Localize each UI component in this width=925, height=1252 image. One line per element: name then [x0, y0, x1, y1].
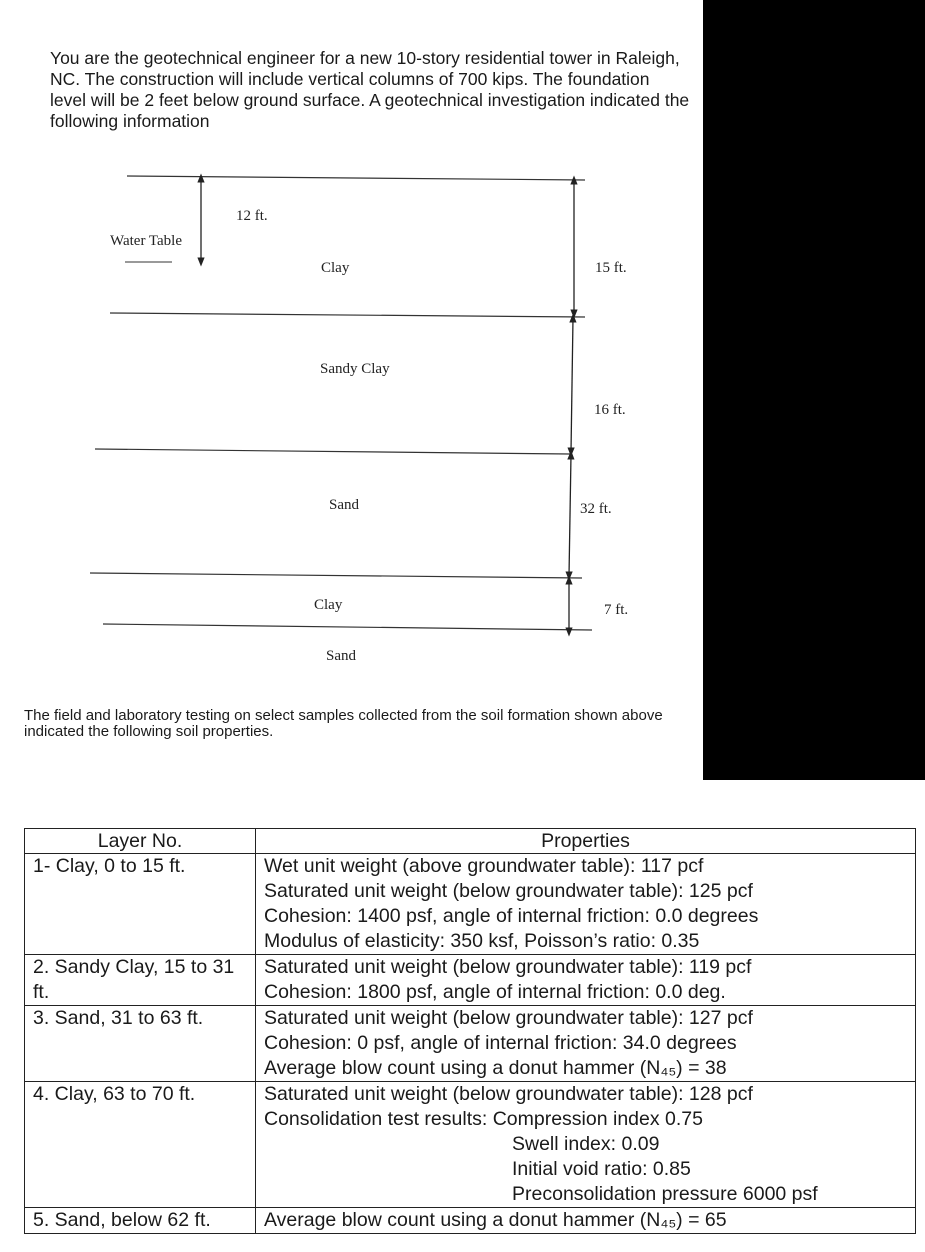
table-row [25, 1006, 916, 1082]
layer-4-thickness: 7 ft. [604, 602, 629, 618]
property-line: Saturated unit weight (below groundwater table): 119 pcf [264, 956, 752, 978]
table-row [25, 955, 916, 1006]
table-row [25, 1082, 916, 1208]
layer-5-name: Sand [326, 648, 356, 664]
boundary-line-1 [110, 313, 585, 317]
layer-3-name: Sand [329, 497, 359, 513]
properties-cell [256, 955, 916, 1006]
layer-4-name: Clay [314, 597, 343, 613]
layer-cell: 5. Sand, below 62 ft. [25, 1208, 256, 1234]
layer-cell: 1- Clay, 0 to 15 ft. [25, 854, 256, 955]
property-line: Consolidation test results: Compression index 0.75 [264, 1108, 703, 1130]
property-line: Wet unit weight (above groundwater table): 117 pcf [264, 855, 704, 877]
boundary-line-3 [90, 573, 582, 578]
header-layer-no: Layer No. [25, 829, 256, 854]
water-depth-label: 12 ft. [236, 208, 268, 224]
properties-cell [256, 1006, 916, 1082]
property-line: Cohesion: 0 psf, angle of internal friction: 34.0 degrees [264, 1032, 737, 1054]
properties-cell [256, 1208, 916, 1234]
properties-cell [256, 854, 916, 955]
table-row [25, 854, 916, 955]
soil-properties-table [24, 828, 916, 1234]
thickness-arrow-3 [569, 455, 571, 576]
layer-1-name: Clay [321, 260, 350, 276]
ground-surface-line [127, 176, 585, 180]
property-line: Saturated unit weight (below groundwater table): 125 pcf [264, 880, 753, 902]
property-line: Preconsolidation pressure 6000 psf [512, 1183, 818, 1205]
property-line: Average blow count using a donut hammer (N₄₅) = 38 [264, 1057, 727, 1079]
table-header-row [25, 829, 916, 854]
property-line: Average blow count using a donut hammer (N₄₅) = 65 [264, 1209, 727, 1231]
layer-1-thickness: 15 ft. [595, 260, 627, 276]
testing-note [24, 708, 704, 740]
intro-text: You are the geotechnical engineer for a new 10-story residential tower in Raleigh, NC. The construction will include vertical columns of 700 kips. The foundation level will be 2 feet below ground surface. A geotechnical investigation indicated the following information [50, 48, 690, 131]
properties-cell [256, 1082, 916, 1208]
property-line: Swell index: 0.09 [512, 1133, 660, 1155]
thickness-arrow-2 [571, 318, 573, 452]
layer-3-thickness: 32 ft. [580, 501, 612, 517]
property-line: Modulus of elasticity: 350 ksf, Poisson’s ratio: 0.35 [264, 930, 700, 952]
property-line: Cohesion: 1400 psf, angle of internal friction: 0.0 degrees [264, 905, 759, 927]
table-row [25, 1208, 916, 1234]
redaction-block [703, 0, 925, 780]
property-line: Saturated unit weight (below groundwater table): 127 pcf [264, 1007, 753, 1029]
header-properties: Properties [256, 829, 916, 854]
boundary-line-2 [95, 449, 570, 454]
property-line: Initial void ratio: 0.85 [512, 1158, 691, 1180]
layer-2-thickness: 16 ft. [594, 402, 626, 418]
property-line: Cohesion: 1800 psf, angle of internal friction: 0.0 deg. [264, 981, 726, 1003]
layer-2-name: Sandy Clay [320, 361, 390, 377]
layer-cell: 2. Sandy Clay, 15 to 31 ft. [25, 955, 256, 1006]
note-text: The field and laboratory testing on select samples collected from the soil formation shown above indicated the following soil properties. [24, 707, 663, 740]
layer-cell: 3. Sand, 31 to 63 ft. [25, 1006, 256, 1082]
problem-statement [50, 48, 690, 132]
property-line: Saturated unit weight (below groundwater table): 128 pcf [264, 1083, 753, 1105]
layer-cell: 4. Clay, 63 to 70 ft. [25, 1082, 256, 1208]
soil-profile-diagram [0, 150, 700, 680]
water-table-label: Water Table [110, 233, 183, 249]
boundary-line-4 [103, 624, 592, 630]
